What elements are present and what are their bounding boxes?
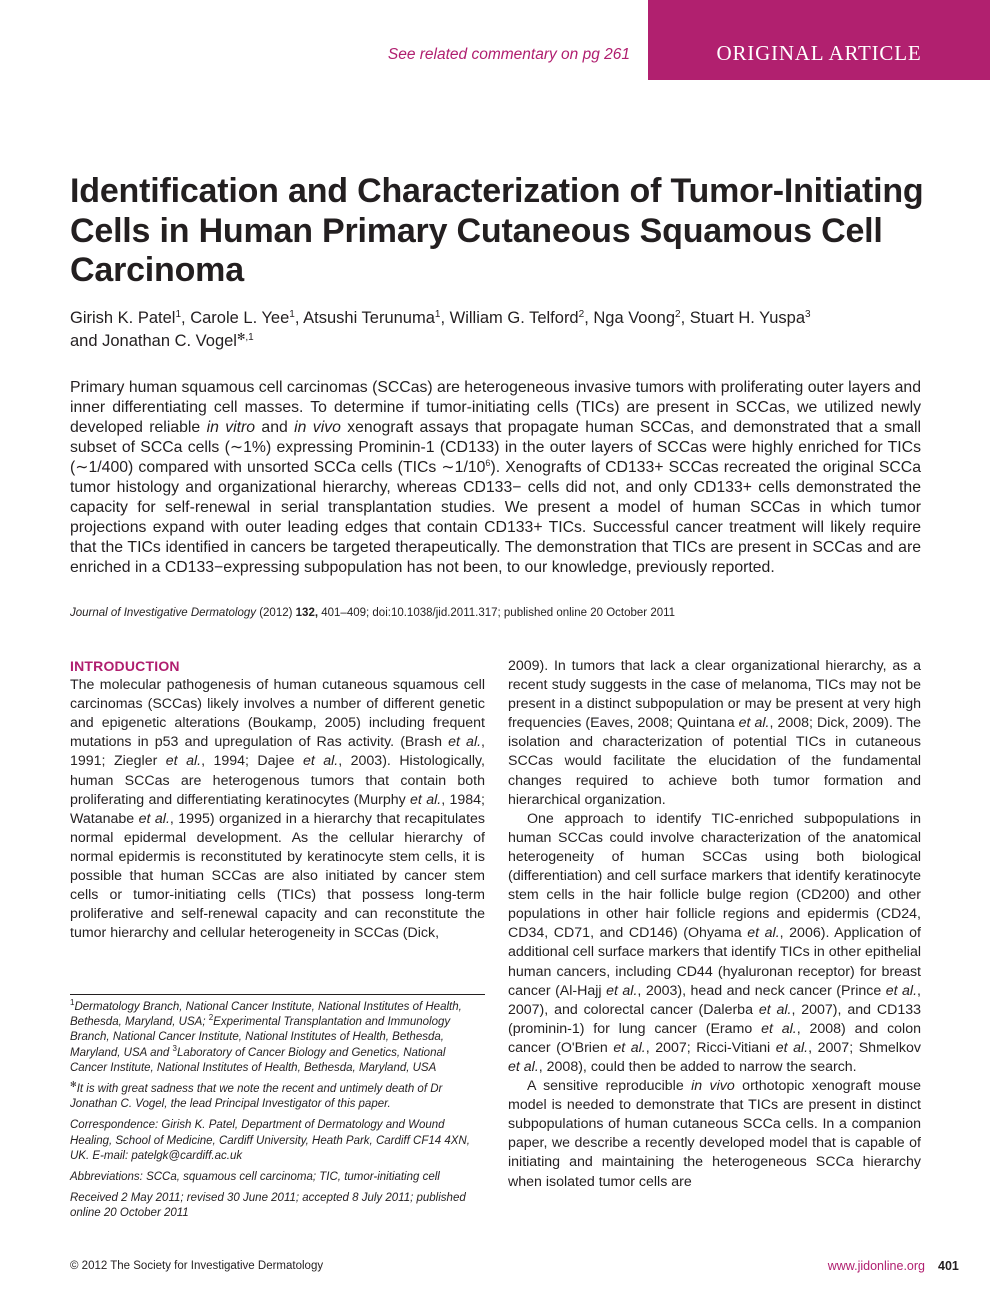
text-run: 401–409; doi:10.1038/jid.2011.317; published online 20 October 2011 [318, 607, 676, 619]
italic-text: et al. [448, 734, 482, 751]
journal-citation [70, 607, 930, 619]
author-name: Atsushi Terunuma [303, 309, 435, 327]
italic-text: in vitro [206, 419, 256, 436]
author-affiliation-marker: 3 [805, 309, 811, 320]
text-run: 2009). In tumors that lack a clear organizational hierarchy, as a recent study suggests in the case of melanoma, TICs may not be present in a distinct subpopulation or may be present at very high frequencies (Eaves, 2008; Quintana [508, 658, 921, 732]
article-title: Identification and Characterization of Tumor-Initiating Cells in Human Primary Cutaneous Squamous Cell Carcinoma [70, 172, 924, 289]
footnote [70, 1191, 485, 1221]
footnote [70, 1118, 485, 1164]
text-run: , 2008; Dick, 2009). The isolation and characterization of potential TICs in cutaneous SCCas would facilitate the elucidation of the fundamental changes required to achieve both tumor formation and hierarchical organization. [508, 715, 921, 808]
author-list: Girish K. Patel$^1$, Carole L. Yee$^1$, Atsushi Terunuma$^1$, William G. Telford$^2$, Nga Voong$^2$, Stuart H. Yuspa$^3$ and Jonathan C. Vogel$^{✻,1}$ [70, 309, 811, 350]
italic-text: et al. [508, 1058, 539, 1075]
bold-text: 132, [295, 607, 319, 619]
abstract [70, 378, 921, 578]
author-affiliation-marker: 1 [434, 309, 441, 320]
superscript: 3 [172, 1043, 177, 1053]
text-run: Experimental Transplantation and Immunology Branch, National Cancer Institute, National Institutes of Health, Bethesda, Maryland, USA and [70, 1016, 451, 1059]
body-column-right [508, 657, 921, 1192]
author-name: and Jonathan C. Vogel [70, 332, 237, 350]
author-name: Nga Voong [593, 309, 676, 327]
footnote [70, 1170, 485, 1185]
text-run: The molecular pathogenesis of human cutaneous squamous cell carcinomas (SCCas) likely involves a number of different genetic and epigenetic alterations (Boukamp, 2005) including frequent mutations in p53 and upregulation of Ras activity. (Brash [70, 677, 485, 751]
text-run: A sensitive reproducible [527, 1078, 692, 1095]
author-affiliation-marker: 1 [175, 309, 182, 320]
italic-text: in vivo [691, 1078, 735, 1095]
related-commentary-link[interactable]: See related commentary on pg 261 [387, 46, 630, 63]
text-run: , 2007), and colorectal cancer (Dalerba [508, 982, 921, 1018]
text-run: orthotopic xenograft mouse model is needed to demonstrate that TICs are present in distinct subpopulations of human cutaneous SCCa cells. In a companion paper, we describe a recently developed model that is capable of initiating and maintaining the heterogeneous SCCa hierarchy when isolated tumor cells are [508, 1078, 921, 1190]
text-run: , 1984; Watanabe [70, 791, 485, 827]
text-run: , 2006). Application of additional cell surface markers that identify TICs in other epithelial human cancers, including CD44 (hyaluronan receptor) for breast cancer (Al-Hajj [508, 925, 922, 999]
text-run: , 1995) organized in a hierarchy that recapitulates normal epidermal development. As the cellular hierarchy of normal epidermis is reconstituted by keratinocyte stem cells, it is possible that human SCCas are also initiated by cancer stem cells or tumor-initiating cells (TICs) that possess long-term proliferative and self-renewal capacity and can reconstitute the tumor hierarchy and cellular heterogeneity in SCCas (Dick, [70, 810, 485, 942]
copyright-notice: © 2012 The Society for Investigative Dermatology [70, 1260, 324, 1272]
body-paragraph [508, 810, 921, 1077]
author-affiliation-marker: 1 [289, 309, 295, 320]
text-run: , 2003), head and neck cancer (Prince [637, 982, 886, 999]
body-paragraph [508, 657, 921, 810]
text-run: and [255, 419, 295, 436]
text-run: One approach to identify TIC-enriched subpopulations in human SCCas could involve characterization of the anatomical heterogeneity of human SCCas using both biological (differentiation) and cell surface markers that identify keratinocyte stem cells in the hair follicle bulge region (CD200) and other populations in other hair follicle regions and epidermis (CD24, CD34, CD71, and CD146) (Ohyama [508, 810, 921, 942]
author-name: Stuart H. Yuspa [689, 309, 806, 327]
article-type-label: ORIGINAL ARTICLE [716, 41, 922, 65]
italic-text: et al. [302, 753, 339, 770]
italic-text: et al. [758, 1001, 792, 1018]
text-run: It is with great sadness that we note the recent and untimely death of Dr Jonathan C. Vogel, the lead Principal Investigator of this paper. [70, 1083, 443, 1111]
footnote [70, 1082, 485, 1112]
author-name: William G. Telford [449, 309, 579, 327]
italic-text: et al. [165, 753, 202, 770]
text-run: , 2008), could then be added to narrow the search. [538, 1058, 857, 1075]
footnotes [70, 994, 485, 1228]
journal-website-link[interactable]: www.jidonline.org [827, 1259, 925, 1273]
author-name: Girish K. Patel [70, 309, 176, 327]
text-run: Primary human squamous cell carcinomas (SCCas) are heterogeneous invasive tumors with proliferating outer layers and inner differentiating cell masses. To determine if tumor-initiating cells (TICs) are present in SCCas, we utilized newly developed reliable [70, 379, 921, 436]
text-run: (2012) [256, 607, 296, 619]
body-column-left [70, 657, 485, 943]
text-run: Dermatology Branch, National Cancer Institute, National Institutes of Health, Bethesda, Maryland, USA; [70, 1001, 462, 1029]
author-affiliation-marker: 2 [578, 309, 585, 320]
author-affiliation-marker: ✻,1 [236, 332, 254, 343]
article-type-badge [648, 0, 990, 80]
italic-text: Journal of Investigative Dermatology [70, 607, 257, 619]
superscript: 1 [70, 998, 75, 1007]
superscript: 6 [485, 458, 491, 468]
text-run: ). Xenografts of CD133+ SCCas recreated the original SCCa tumor histology and organizational hierarchy, whereas CD133− cells did not, and only CD133+ cells demonstrated the capacity for self-renewal in serial transplantation studies. We present a model of human SCCas in which tumor projections expand with outer leading edges that contain CD133+ TICs. Successful cancer treatment will likely require that the TICs identified in cancers be targeted therapeutically. The demonstration that TICs are present in SCCas and are enriched in a CD133−expressing subpopulation has not been, to our knowledge, previously reported. [70, 459, 921, 576]
text-run: , 2007), and CD133 (prominin-1) for lung cancer (Eramo [508, 1001, 921, 1037]
body-paragraph [70, 676, 485, 943]
author-name: Carole L. Yee [190, 309, 290, 327]
italic-text: et al. [606, 982, 638, 999]
italic-text: et al. [613, 1039, 646, 1056]
page-number: 401 [938, 1259, 959, 1273]
text-run: Correspondence: Girish K. Patel, Department of Dermatology and Wound Healing, School of Medicine, Cardiff University, Heath Park, Cardiff CF14 4XN, UK. E-mail: patelgk@cardiff.ac.uk [70, 1119, 470, 1162]
text-run: , 2007; Shmelkov [808, 1039, 922, 1056]
text-run: , 2007; Ricci-Vitiani [645, 1039, 776, 1056]
text-run: , 1991; Ziegler [70, 734, 485, 770]
section-heading-introduction: INTRODUCTION [70, 658, 180, 674]
italic-text: et al. [738, 715, 770, 732]
text-run: Received 2 May 2011; revised 30 June 2011; accepted 8 July 2011; published online 20 October 2011 [70, 1192, 466, 1220]
italic-text: et al. [138, 810, 170, 827]
italic-text: et al. [885, 982, 918, 999]
body-paragraph [508, 1077, 921, 1192]
italic-text: et al. [410, 791, 442, 808]
superscript: ✻ [70, 1080, 77, 1090]
italic-text: et al. [747, 925, 780, 942]
footnote [70, 1000, 485, 1076]
italic-text: in vivo [294, 419, 341, 436]
italic-text: et al. [761, 1020, 797, 1037]
text-run: , 1994; Dajee [201, 753, 303, 770]
text-run: , 2008) and colon cancer (O'Brien [508, 1020, 921, 1056]
author-affiliation-marker: 2 [675, 309, 681, 320]
text-run: xenograft assays that propagate human SCCas, and demonstrated that a small subset of SCCa cells (∼1%) expressing Prominin-1 (CD133) in the outer layers of SCCas were highly enriched for TICs (∼1/400) compared with unsorted SCCa cells (TICs ∼1/10 [70, 419, 922, 476]
italic-text: et al. [775, 1039, 809, 1056]
text-run: Laboratory of Cancer Biology and Genetics, National Cancer Institute, National Institutes of Health, Bethesda, Maryland, USA [70, 1046, 446, 1074]
superscript: 2 [208, 1013, 214, 1023]
text-run: Abbreviations: SCCa, squamous cell carcinoma; TIC, tumor-initiating cell [70, 1171, 440, 1184]
text-run: , 2003). Histologically, human SCCas are heterogenous tumors that contain both proliferating and differentiating keratinocytes (Murphy [70, 753, 485, 808]
